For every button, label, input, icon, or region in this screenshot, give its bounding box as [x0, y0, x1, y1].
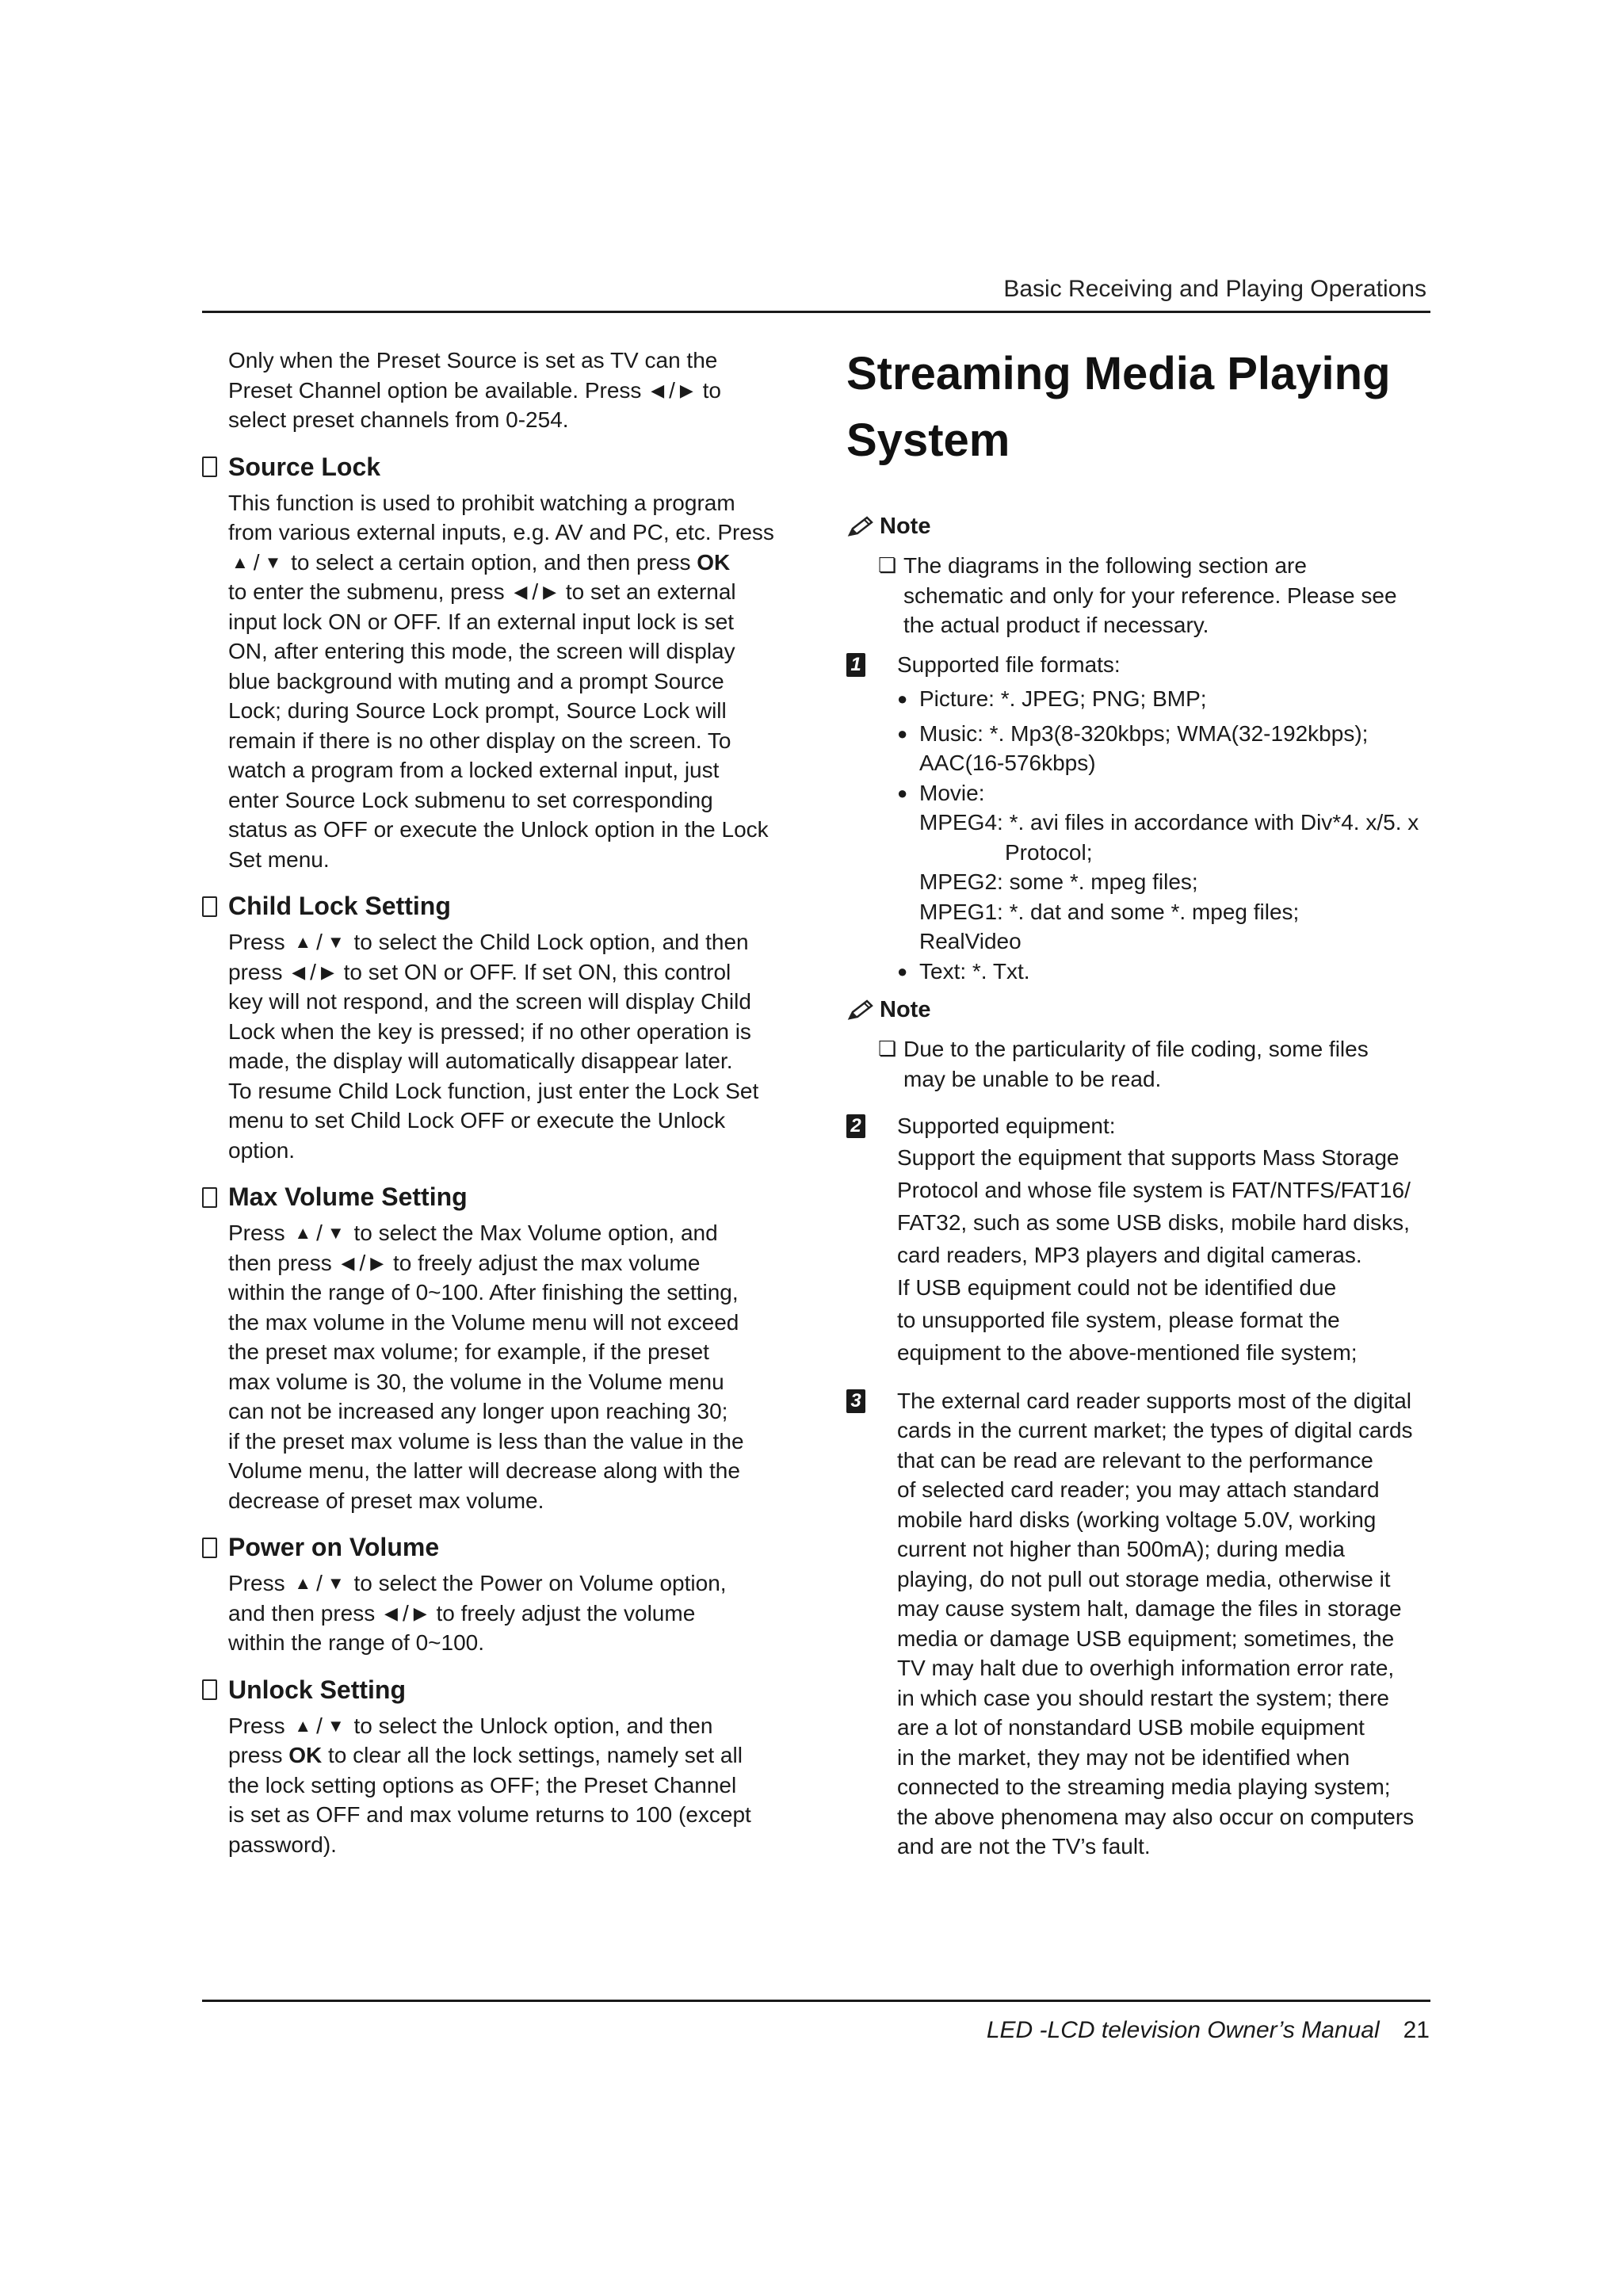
down-arrow-icon: ▼: [264, 552, 282, 572]
unlock-body: Press ▲ / ▼ to select the Unlock option, and then press OK to clear all the lock settings, namely set all the lock setting options as OFF; the Preset Channel is set as OFF and max volume returns to 100 (except password).: [202, 1711, 789, 1860]
checkbox-icon: [202, 457, 217, 477]
list-item: ● Picture: *. JPEG; PNG; BMP;: [897, 686, 1207, 711]
list-item: ● Text: *. Txt.: [897, 958, 1030, 984]
section-heading: [202, 1675, 789, 1705]
max-volume-body: Press ▲ / ▼ to select the Max Volume option, and then press ◀ / ▶ to freely adjust the max volume within the range of 0~100. After finishing the setting, the max volume in the Volume menu will not exceed the preset max volume; for example, if the preset max volume is 30, the volume in the Volume menu can not be increased any longer upon reaching 30; if the preset max volume is less than the value in the Volume menu, the latter will decrease along with the decrease of preset max volume.: [202, 1218, 789, 1515]
right-arrow-icon: ▶: [679, 380, 693, 400]
number-badge: 1: [846, 653, 865, 677]
right-arrow-icon: ▶: [413, 1603, 427, 1623]
down-arrow-icon: ▼: [327, 1573, 345, 1593]
down-arrow-icon: ▼: [327, 932, 345, 952]
down-arrow-icon: ▼: [327, 1223, 345, 1243]
up-arrow-icon: ▲: [294, 932, 312, 952]
source-lock-body: This function is used to prohibit watching a program from various external inputs, e.g. AV and PC, etc. Press ▲ / ▼ to select a certain option, and then press OK to enter the submenu, press ◀ / ▶ to set an external input lock ON or OFF. If an external input lock is set ON, after entering this mode, the screen will display blue background with muting and a prompt Source Lock; during Source Lock prompt, Source Lock will remain if there is no other display on the screen. To watch a program from a locked external input, just enter Source Lock submenu to set corresponding status as OFF or execute the Unlock option in the Lock Set menu.: [228, 490, 774, 872]
intro-paragraph: Only when the Preset Source is set as TV can the Preset Channel option be available. Press ◀ / ▶ to select preset channels from 0-254.: [228, 348, 721, 432]
left-arrow-icon: ◀: [341, 1252, 355, 1273]
section-heading: [202, 892, 789, 921]
right-arrow-icon: ▶: [320, 961, 334, 982]
left-column: [202, 346, 789, 1859]
ok-key-label: OK: [697, 549, 731, 575]
square-bullet-icon: ❏: [878, 1037, 897, 1060]
down-arrow-icon: ▼: [327, 1715, 345, 1736]
checkbox-icon: [202, 1187, 217, 1208]
section-title: Max Volume Setting: [228, 1182, 468, 1211]
section-title: Unlock Setting: [228, 1675, 407, 1704]
section-heading: [202, 453, 789, 482]
child-lock-body: Press ▲ / ▼ to select the Child Lock option, and then press ◀ / ▶ to set ON or OFF. If set ON, this control key will not respond, and the screen will display Child Lock when the key is pressed; if no other operation is made, the display will automatically disappear later. To resume Child Lock function, just enter the Lock Set menu to set Child Lock OFF or execute the Unlock option.: [202, 927, 789, 1165]
list-item: ● Movie:: [897, 780, 985, 805]
up-arrow-icon: ▲: [294, 1715, 312, 1736]
note-item: ❏ Due to the particularity of file coding, some files may be unable to be read.: [846, 1034, 1434, 1094]
checkbox-icon: [202, 1679, 217, 1700]
up-arrow-icon: ▲: [231, 552, 249, 572]
pencil-icon: [846, 999, 875, 1022]
running-head: Basic Receiving and Playing Operations: [1003, 276, 1426, 302]
numbered-item: 3 The external card reader supports most of the digital cards in the current market; the types of digital cards that can be read are relevant to the performance of selected card reader; you may attach standard mobile hard disks (working voltage 5.0V, working current not higher than 500mA); during media playing, do not pull out storage media, otherwise it may cause system halt, damage the files in storage media or damage USB equipment; sometimes, the TV may halt due to overhigh information error rate, in which case you should restart the system; there are a lot of nonstandard USB mobile equipment in the market, they may not be identified when connected to the streaming media playing system; the above phenomena may also occur on computers and are not the TV’s fault.: [846, 1386, 1434, 1862]
square-bullet-icon: ❏: [878, 553, 897, 577]
left-right-arrow-icon: ◀: [651, 380, 665, 400]
section-title: Source Lock: [228, 452, 381, 481]
page-footer: [987, 2017, 1430, 2044]
up-arrow-icon: ▲: [294, 1573, 312, 1593]
left-arrow-icon: ◀: [514, 582, 528, 602]
header-rule: [202, 311, 1430, 313]
left-arrow-icon: ◀: [384, 1603, 398, 1623]
footer-rule: [202, 2000, 1430, 2002]
number-badge: 2: [846, 1114, 865, 1138]
list-item: ● Music: *. Mp3(8-320kbps; WMA(32-192kbps); AAC(16-576kbps): [897, 720, 1369, 775]
number-badge: 3: [846, 1389, 865, 1413]
section-heading: [202, 1533, 789, 1562]
note-item: ❏ The diagrams in the following section are schematic and only for your reference. Please see the actual product if necessary.: [846, 551, 1434, 640]
page-title: Streaming Media Playing System: [846, 348, 1391, 466]
checkbox-icon: [202, 1538, 217, 1558]
manual-title: LED -LCD television Owner’s Manual: [986, 2017, 1380, 2043]
right-arrow-icon: ▶: [370, 1252, 384, 1273]
up-arrow-icon: ▲: [294, 1223, 312, 1243]
power-volume-body: Press ▲ / ▼ to select the Power on Volume option, and then press ◀ / ▶ to freely adjust the volume within the range of 0~100.: [202, 1568, 789, 1658]
section-title: Power on Volume: [228, 1533, 440, 1561]
note-heading: Note: [846, 514, 1434, 540]
pencil-icon: [846, 516, 875, 538]
left-arrow-icon: ◀: [292, 961, 306, 982]
numbered-item: 1 Supported file formats: ● Picture: *. JPEG; PNG; BMP; ● Music: *. Mp3(8-320kbps; WMA(32-192kbps); AAC(16-576kbps) ● Movie: MPEG4: *. avi files in accordance with Div*4. x/5. x Protocol; MPEG2: some *. mpeg files; MPEG1: *. dat and some *. mpeg files; RealVideo ● Text: *. Txt.: [846, 650, 1434, 987]
checkbox-icon: [202, 896, 217, 917]
ok-key-label: OK: [288, 1743, 323, 1767]
right-arrow-icon: ▶: [543, 582, 557, 602]
note-heading: Note: [846, 997, 1434, 1023]
format-list: [897, 684, 1434, 808]
section-heading: [202, 1182, 789, 1212]
page-number: 21: [1403, 2017, 1430, 2043]
section-title: Child Lock Setting: [228, 892, 451, 920]
right-column: [846, 341, 1434, 1862]
numbered-item: 2 Supported equipment: Support the equipment that supports Mass Storage Protocol and whose file system is FAT/NTFS/FAT16/ FAT32, such as some USB disks, mobile hard disks, card readers, MP3 players and digital cameras. If USB equipment could not be identified due to unsupported file system, please format the equipment to the above-mentioned file system;: [846, 1111, 1434, 1369]
